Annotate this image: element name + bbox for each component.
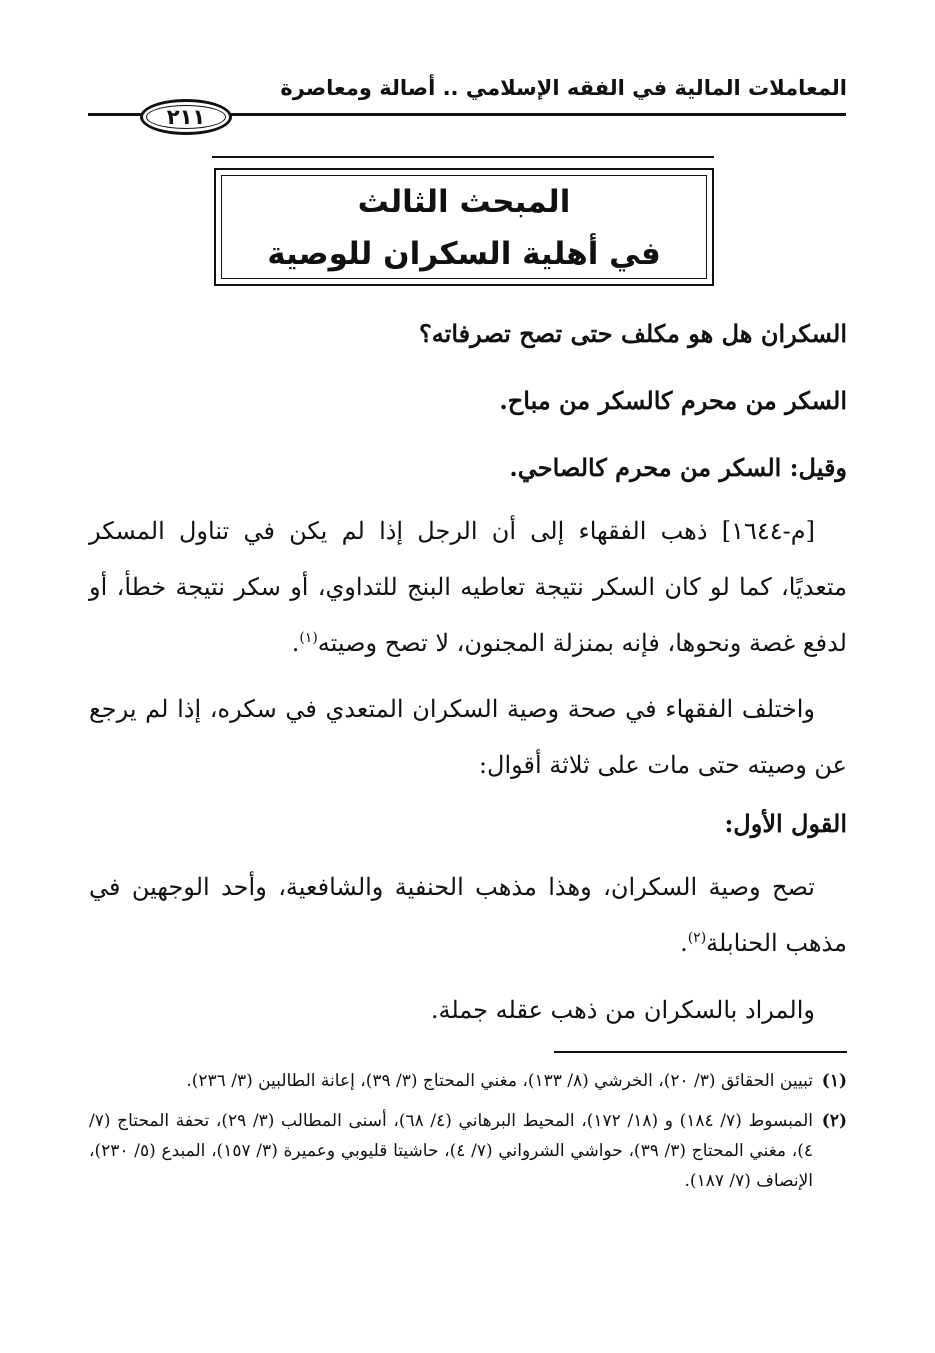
section-title-line-2: في أهلية السكران للوصية — [267, 236, 661, 272]
section-title-box — [214, 168, 714, 286]
question-line: السكران هل هو مكلف حتى تصح تصرفاته؟ — [419, 319, 847, 348]
paragraph-1-text: [م-١٦٤٤] ذهب الفقهاء إلى أن الرجل إذا لم يكن في تناول المسكر متعديًا، كما لو كان السكر نتيجة تعاطيه البنج للتداوي، أو سكر نتيجة خطأ، أو لدفع غصة ونحوها، فإنه بمنزلة المجنون، لا تصح وصيته — [89, 517, 847, 657]
section-top-rule — [212, 156, 714, 158]
footnotes — [89, 1066, 847, 1206]
paragraph-1 — [89, 503, 847, 671]
footnote-item-2 — [89, 1106, 847, 1196]
page-number-badge — [140, 99, 232, 135]
section-title-line-1: المبحث الثالث — [357, 184, 571, 220]
footnote-ref-2: (٢) — [687, 930, 707, 946]
footnote-ref-1: (١) — [299, 630, 318, 646]
first-opinion-heading: القول الأول: — [724, 809, 847, 838]
footnote-text-1: تبيين الحقائق (٣/ ٢٠)، الخرشي (٨/ ١٣٣)، مغني المحتاج (٣/ ٣٩)، إعانة الطالبين (٣/ ٢٣٦). — [186, 1071, 813, 1091]
paragraph-3-end: . — [680, 929, 688, 957]
footnote-rule — [554, 1051, 847, 1053]
sentence-line-1: السكر من محرم كالسكر من مباح. — [499, 386, 847, 415]
footnote-text-2: المبسوط (٧/ ١٨٤) و (١٨/ ١٧٢)، المحيط البرهاني (٤/ ٦٨)، أسنى المطالب (٣/ ٢٩)، تحفة المحتاج (٧/ ٤)، مغني المحتاج (٣/ ٣٩)، حواشي الشرواني (٧/ ٤)، حاشيتا قليوبي وعميرة (٣/ ١٥٧)، المبدع (٥/ ٢٣٠)، الإنصاف (٧/ ١٨٧). — [89, 1111, 813, 1191]
footnote-number-1: (١) — [821, 1071, 847, 1091]
footnote-number-2: (٢) — [821, 1111, 847, 1131]
footnote-item-1 — [89, 1066, 847, 1096]
sentence-line-2: وقيل: السكر من محرم كالصاحي. — [509, 453, 847, 482]
running-title: المعاملات المالية في الفقه الإسلامي .. أصالة ومعاصرة — [280, 76, 847, 100]
paragraph-3-text: تصح وصية السكران، وهذا مذهب الحنفية والشافعية، وأحد الوجهين في مذهب الحنابلة — [89, 873, 847, 957]
paragraph-1-end: . — [291, 629, 300, 657]
paragraph-2: واختلف الفقهاء في صحة وصية السكران المتعدي في سكره، إذا لم يرجع عن وصيته حتى مات على ثلاثة أقوال: — [89, 695, 847, 779]
paragraph-3 — [89, 859, 847, 971]
page-number: ٢١١ — [166, 105, 206, 129]
paragraph-4: والمراد بالسكران من ذهب عقله جملة. — [430, 996, 815, 1024]
